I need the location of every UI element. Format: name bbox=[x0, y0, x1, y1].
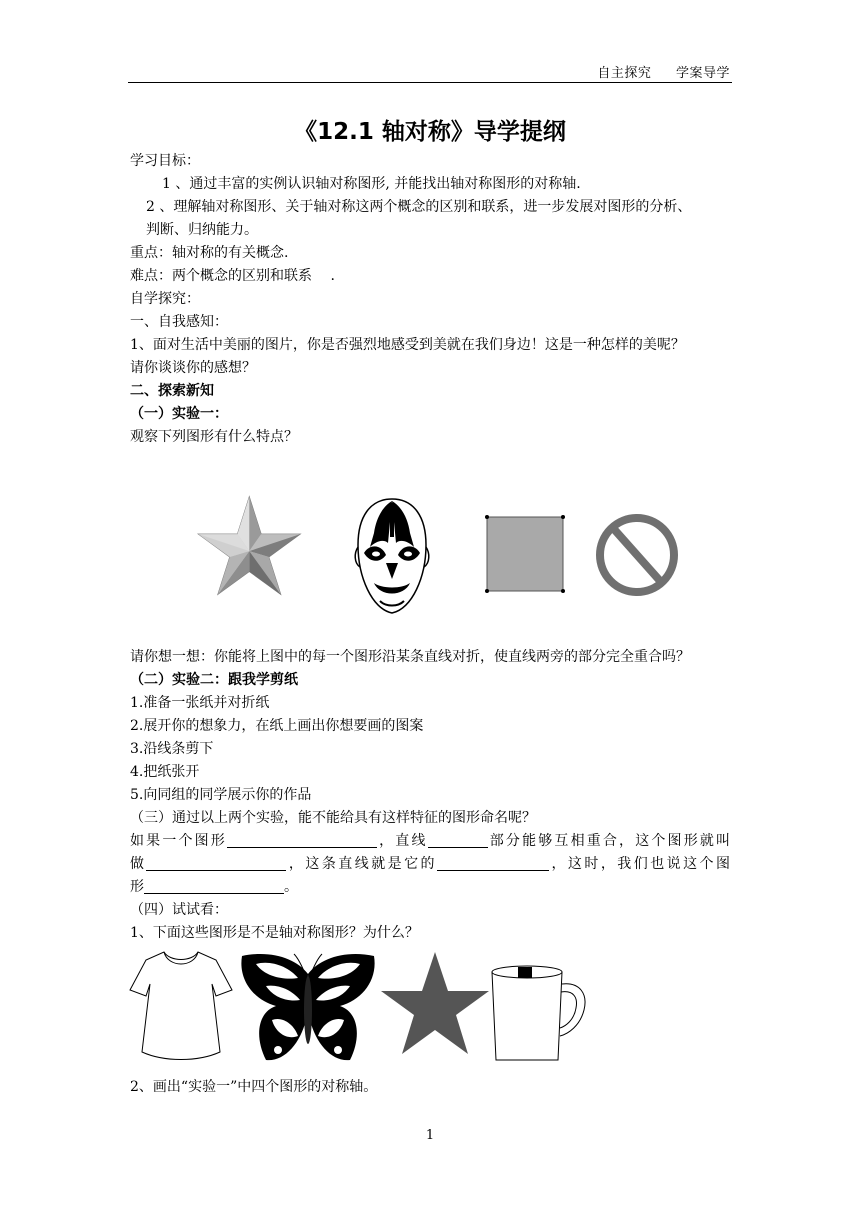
step-2: 2.展开你的想象力，在纸上画出你想要画的图案 bbox=[130, 718, 424, 734]
section1-heading: 一、自我感知： bbox=[130, 314, 228, 330]
no-sign-figure bbox=[594, 512, 680, 598]
try-question-2: 2、画出“实验一”中四个图形的对称轴。 bbox=[130, 1079, 378, 1095]
square-shape bbox=[487, 517, 563, 591]
section1-q1a: 1、面对生活中美丽的图片，你是否强烈地感受到美就在我们身边！这是一种怎样的美呢？ bbox=[130, 337, 685, 353]
blank-3[interactable] bbox=[146, 855, 286, 871]
blank-2[interactable] bbox=[428, 832, 488, 848]
opera-mask-figure bbox=[352, 497, 432, 615]
step-1: 1.准备一张纸并对折纸 bbox=[130, 695, 270, 711]
star-figure bbox=[200, 495, 300, 600]
header-left: 自主探究 bbox=[597, 66, 652, 81]
try-question-1: 1、下面这些图形是不是轴对称图形？为什么？ bbox=[130, 925, 419, 941]
header-rule bbox=[128, 82, 732, 83]
square-figure bbox=[484, 514, 568, 594]
exp1-prompt: 观察下列图形有什么特点？ bbox=[130, 429, 298, 445]
objective-2b: 判断、归纳能力。 bbox=[146, 222, 258, 238]
dark-star-figure bbox=[380, 950, 490, 1056]
fill-line-1: 如果一个图形 ，直线 部分能够互相重合，这个图形就叫 bbox=[130, 833, 731, 849]
blank-4[interactable] bbox=[437, 855, 549, 871]
blank-5[interactable] bbox=[144, 878, 284, 894]
objectives-label: 学习目标： bbox=[130, 153, 200, 169]
fill-line-2: 做 ，这条直线就是它的 ，这时，我们也说这个图 bbox=[130, 856, 731, 872]
self-study-label: 自学探究： bbox=[130, 291, 200, 307]
step-3: 3.沿线条剪下 bbox=[130, 741, 214, 757]
blank-1[interactable] bbox=[227, 832, 377, 848]
section2-heading: 二、探索新知 bbox=[130, 383, 214, 399]
objective-2a: 2 、理解轴对称图形、关于轴对称这两个概念的区别和联系，进一步发展对图形的分析、 bbox=[146, 199, 692, 215]
butterfly-figure bbox=[236, 950, 380, 1064]
mug-figure bbox=[488, 964, 588, 1064]
exp1-heading: （一）实验一： bbox=[130, 406, 228, 422]
shirt-figure bbox=[128, 950, 234, 1066]
step-4: 4.把纸张开 bbox=[130, 764, 200, 780]
section1-q1b: 请你谈谈你的感想？ bbox=[130, 360, 256, 376]
step-5: 5.向同组的同学展示你的作品 bbox=[130, 787, 312, 803]
part3-heading: （三）通过以上两个实验，能不能给具有这样特征的图形命名呢？ bbox=[130, 810, 536, 826]
objective-1: 1 、通过丰富的实例认识轴对称图形, 并能找出轴对称图形的对称轴. bbox=[162, 176, 581, 192]
fill-line-3: 形 。 bbox=[130, 879, 298, 895]
header-right: 学案导学 bbox=[675, 66, 730, 81]
page-number: 1 bbox=[425, 1128, 435, 1143]
exp2-heading: （二）实验二：跟我学剪纸 bbox=[130, 672, 298, 688]
difficulty: 难点：两个概念的区别和联系 . bbox=[130, 268, 335, 284]
page-title: 《12.1 轴对称》导学提纲 bbox=[294, 119, 566, 145]
part4-heading: （四）试试看： bbox=[130, 902, 228, 918]
key-point: 重点：轴对称的有关概念. bbox=[130, 245, 289, 261]
page-header bbox=[597, 62, 730, 81]
exp1-question: 请你想一想：你能将上图中的每一个图形沿某条直线对折，使直线两旁的部分完全重合吗？ bbox=[130, 649, 690, 665]
